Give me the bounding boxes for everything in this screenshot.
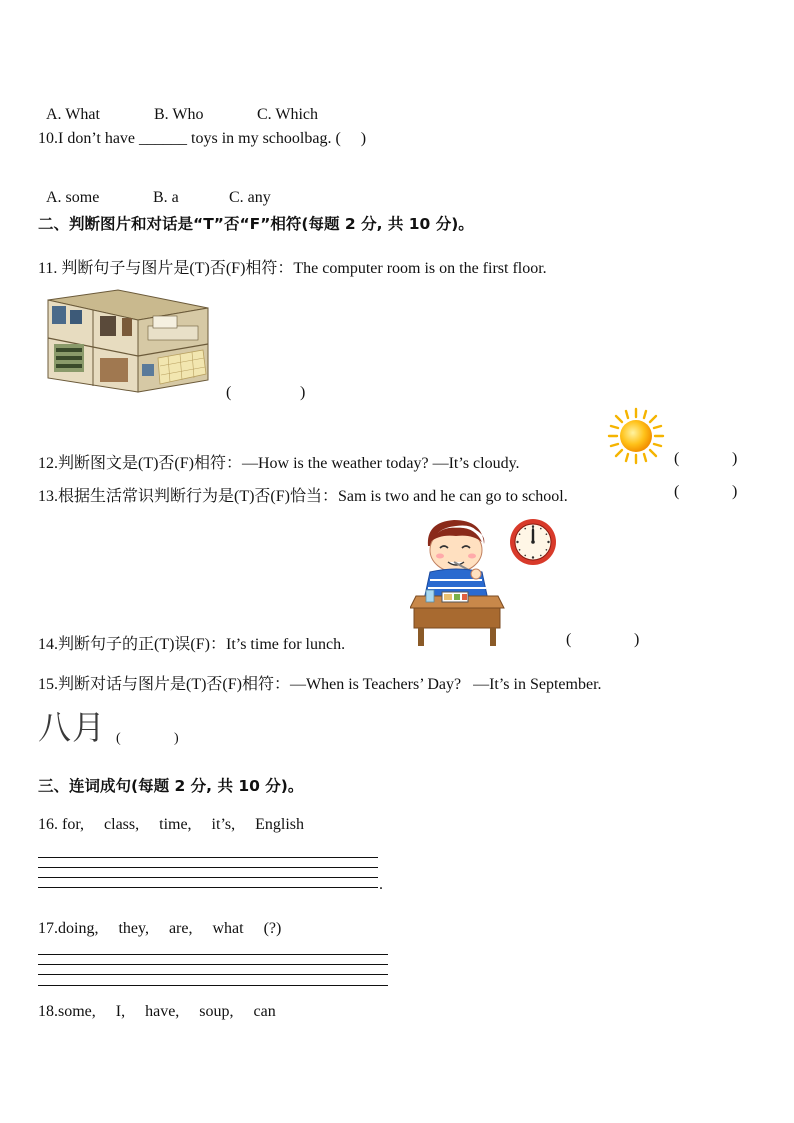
section-3-heading: 三、连词成句(每题 2 分, 共 10 分)。 [38, 777, 304, 795]
q9-options [38, 88, 318, 124]
sun-icon [607, 407, 665, 465]
q17-writing-line[interactable] [38, 954, 388, 955]
q11-answer-paren-open: ( [226, 384, 232, 401]
q9-option-c[interactable]: C. Which [257, 106, 319, 123]
section-2-heading: 二、判断图片和对话是“T”否“F”相符(每题 2 分, 共 10 分)。 [38, 215, 474, 233]
q16-writing-line[interactable] [38, 877, 378, 878]
q10-question: 10.I don’t have ______ toys in my schoolbag. ( ) [38, 130, 367, 147]
q13-answer-paren-open: ( [674, 483, 680, 500]
q15-question: 15.判断对话与图片是(T)否(F)相符：—When is Teachers’ Day? —It’s in September. [38, 676, 602, 693]
q11-answer-blank[interactable] [234, 384, 298, 404]
q16-writing-line[interactable] [38, 887, 378, 888]
q16-writing-line[interactable] [38, 867, 378, 868]
q17-writing-line[interactable] [38, 985, 388, 986]
q13-question: 13.根据生活常识判断行为是(T)否(F)恰当：Sam is two and he can go to school. [38, 488, 568, 505]
q12-question: 12.判断图文是(T)否(F)相符：—How is the weather today? —It’s cloudy. [38, 455, 520, 472]
q16-end-period: . [379, 876, 383, 893]
q16-writing-line[interactable] [38, 857, 378, 858]
q17-words: 17.doing, they, are, what (?) [38, 920, 282, 937]
school-building-illustration [38, 288, 212, 394]
q13-answer-paren-close: ) [732, 483, 738, 500]
boy-eating-lunch-illustration [410, 516, 506, 648]
q10-options [38, 171, 271, 207]
q13-answer-blank[interactable] [682, 483, 730, 503]
q17-writing-line[interactable] [38, 974, 388, 975]
q11-question: 11. 判断句子与图片是(T)否(F)相符：The computer room is on the first floor. [38, 260, 547, 277]
q12-answer-blank[interactable] [682, 450, 730, 470]
q9-option-b[interactable]: B. Who [154, 106, 204, 123]
q11-answer-paren-close: ) [300, 384, 306, 401]
q14-answer-paren-close: ) [634, 631, 640, 648]
q10-option-a[interactable]: A. some [46, 189, 100, 206]
q16-words: 16. for, class, time, it’s, English [38, 816, 305, 833]
q15-answer-paren-close: ) [174, 731, 179, 746]
q12-answer-paren-close: ) [732, 450, 738, 467]
q9-option-a[interactable]: A. What [46, 106, 100, 123]
q10-option-b[interactable]: B. a [153, 189, 179, 206]
q10-option-c[interactable]: C. any [229, 189, 271, 206]
q14-answer-blank[interactable] [574, 631, 632, 651]
clock-icon [508, 517, 558, 567]
q15-answer-blank[interactable] [124, 731, 172, 749]
q14-answer-paren-open: ( [566, 631, 572, 648]
q17-writing-line[interactable] [38, 964, 388, 965]
august-calligraphy-image: 八月 [38, 708, 106, 747]
q18-words: 18.some, I, have, soup, can [38, 1003, 276, 1020]
q14-question: 14.判断句子的正(T)误(F)：It’s time for lunch. [38, 636, 346, 653]
q15-answer-paren-open: ( [116, 731, 121, 746]
q12-answer-paren-open: ( [674, 450, 680, 467]
